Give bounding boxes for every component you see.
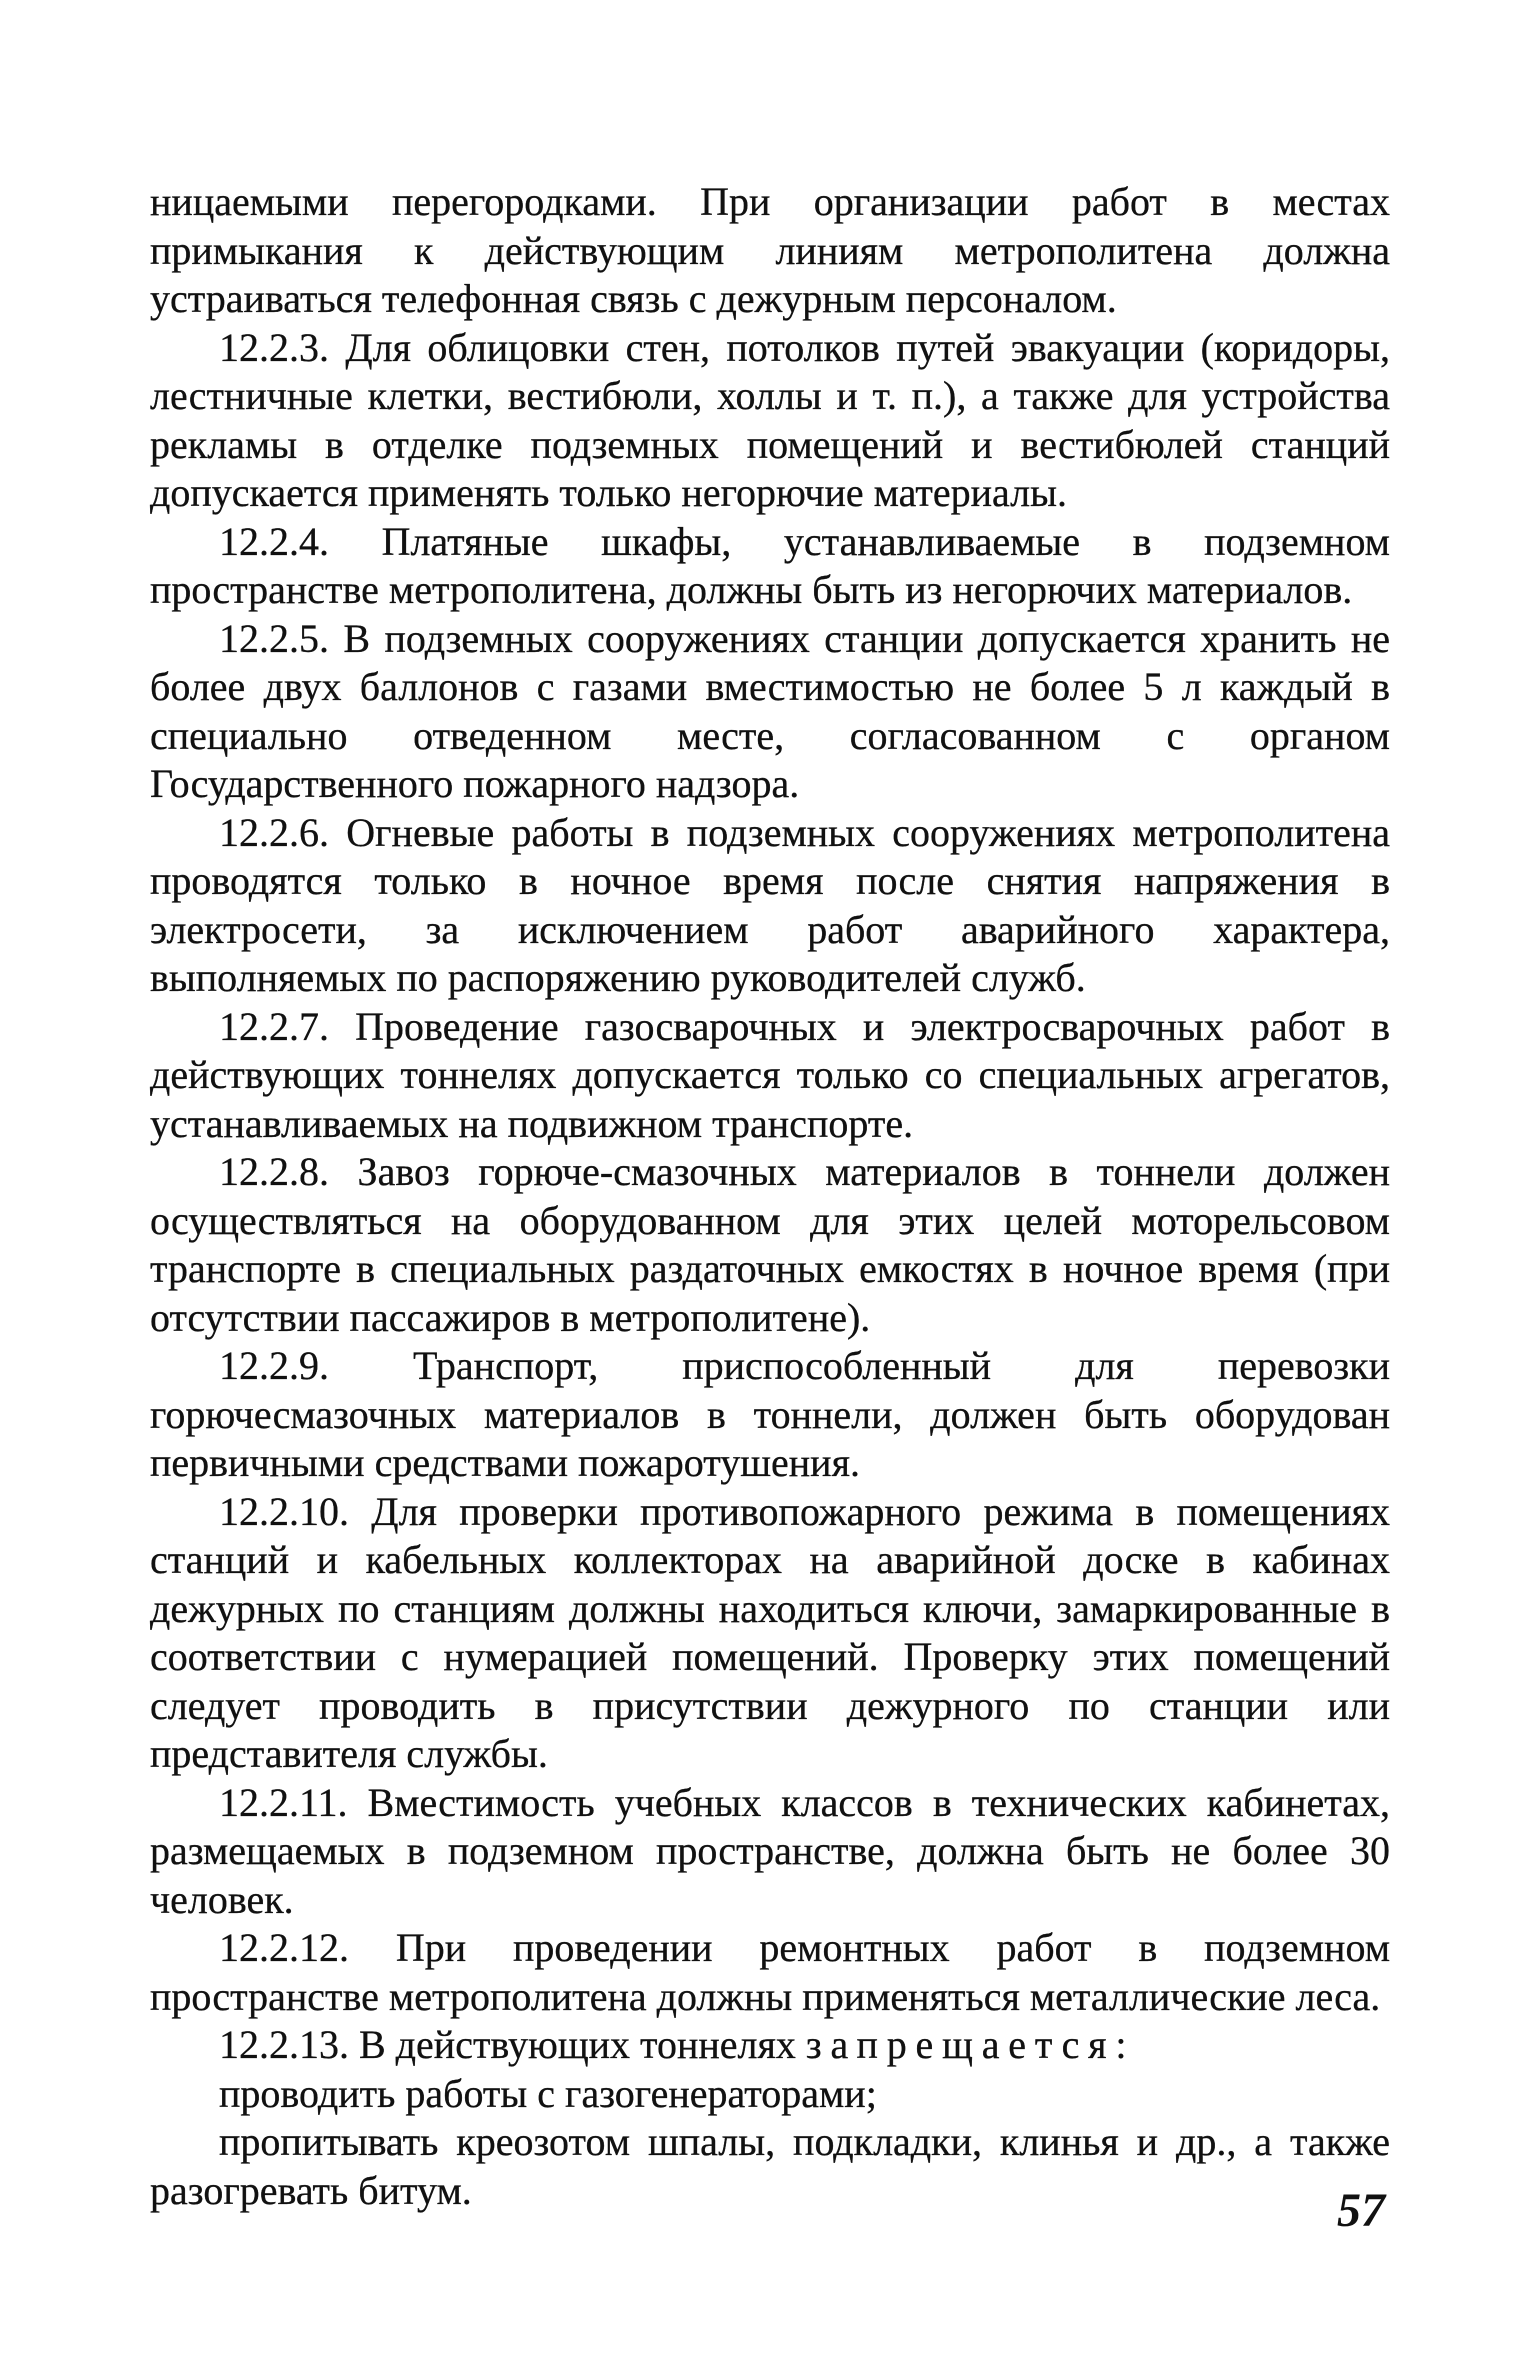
clause-number: 12.2.4. bbox=[219, 518, 329, 564]
paragraph-12-2-11 bbox=[150, 1779, 1390, 1925]
body-text bbox=[150, 178, 1390, 2215]
paragraph-text: Транспорт, приспособленный для перевозки горючесмазочных материалов в тоннели, должен быть оборудован первичными средствами пожаротушения. bbox=[150, 1343, 1390, 1485]
paragraph-continuation bbox=[150, 178, 1390, 324]
emphasized-word: запрещается bbox=[805, 2022, 1116, 2067]
paragraph-12-2-6 bbox=[150, 809, 1390, 1003]
clause-number: 12.2.7. bbox=[219, 1003, 329, 1049]
list-item-text: пропитывать креозотом шпалы, подкладки, клинья и др., а также разогревать битум. bbox=[150, 2119, 1390, 2213]
paragraph-text: Проведение газосварочных и электросварочных работ в действующих тоннелях допускается только со специальных агрегатов, устанавливаемых на подвижном транспорте. bbox=[150, 1003, 1390, 1146]
paragraph-12-2-9 bbox=[150, 1342, 1390, 1488]
paragraph-punctuation: : bbox=[1115, 2022, 1127, 2067]
paragraph-text: При проведении ремонтных работ в подземном пространстве метрополитена должны применяться металлические леса. bbox=[150, 1925, 1391, 2019]
paragraph-12-2-12 bbox=[150, 1924, 1390, 2021]
clause-number: 12.2.13. bbox=[219, 2022, 349, 2067]
clause-number: 12.2.9. bbox=[219, 1343, 329, 1388]
paragraph-12-2-5 bbox=[150, 615, 1390, 809]
paragraph-lead: В действующих тоннелях bbox=[359, 2022, 796, 2067]
paragraph-text: Для проверки противопожарного режима в помещениях станций и кабельных коллекторах на аварийной доске в кабинах дежурных по станциям должны находиться ключи, замаркированные в соответствии с нумерацией помещений. Проверку этих помещений следует проводить в присутствии дежурного по станции или представителя службы. bbox=[150, 1488, 1391, 1776]
paragraph-12-2-13 bbox=[150, 2021, 1390, 2070]
clause-number: 12.2.5. bbox=[219, 615, 329, 661]
list-item-text: проводить работы с газогенераторами; bbox=[219, 2070, 877, 2116]
list-item bbox=[150, 2118, 1390, 2215]
paragraph-12-2-10 bbox=[150, 1488, 1390, 1779]
page-number: 57 bbox=[1337, 2184, 1385, 2237]
paragraph-text: Для облицовки стен, потолков путей эвакуации (коридоры, лестничные клетки, вестибюли, холлы и т. п.), а также для устройства рекламы в отделке подземных помещений и вестибюлей станций допускается применять только негорючие материалы. bbox=[150, 324, 1391, 515]
clause-number: 12.2.11. bbox=[219, 1779, 348, 1825]
paragraph-text: Платяные шкафы, устанавливаемые в подземном пространстве метрополитена, должны быть из негорючих материалов. bbox=[150, 518, 1390, 612]
paragraph-text: Огневые работы в подземных сооружениях метрополитена проводятся только в ночное время после снятия напряжения в электросети, за исключением работ аварийного характера, выполняемых по распоряжению руководителей служб. bbox=[150, 809, 1391, 1000]
paragraph-text: В подземных сооружениях станции допускается хранить не более двух баллонов с газами вместимостью не более 5 л каждый в специально отведенном месте, согласованном с органом Государственного пожарного надзора. bbox=[150, 615, 1391, 806]
paragraph-12-2-4 bbox=[150, 518, 1390, 615]
clause-number: 12.2.10. bbox=[219, 1488, 349, 1534]
list-item bbox=[150, 2070, 1390, 2119]
paragraph-12-2-8 bbox=[150, 1148, 1390, 1342]
clause-number: 12.2.3. bbox=[219, 324, 329, 370]
clause-number: 12.2.6. bbox=[219, 809, 329, 855]
paragraph-text: ницаемыми перегородками. При организации работ в местах примыкания к действующим линиям метрополитена должна устраиваться телефонная связь с дежурным персоналом. bbox=[150, 179, 1390, 321]
paragraph-12-2-7 bbox=[150, 1003, 1390, 1149]
paragraph-12-2-3 bbox=[150, 324, 1390, 518]
paragraph-text: Завоз горюче-смазочных материалов в тоннели должен осуществляться на оборудованном для этих целей моторельсовом транспорте в специальных раздаточных емкостях в ночное время (при отсутствии пассажиров в метрополитене). bbox=[150, 1149, 1390, 1340]
paragraph-text: Вместимость учебных классов в технических кабинетах, размещаемых в подземном пространстве, должна быть не более 30 человек. bbox=[150, 1779, 1390, 1922]
clause-number: 12.2.12. bbox=[219, 1925, 349, 1970]
clause-number: 12.2.8. bbox=[219, 1149, 329, 1194]
